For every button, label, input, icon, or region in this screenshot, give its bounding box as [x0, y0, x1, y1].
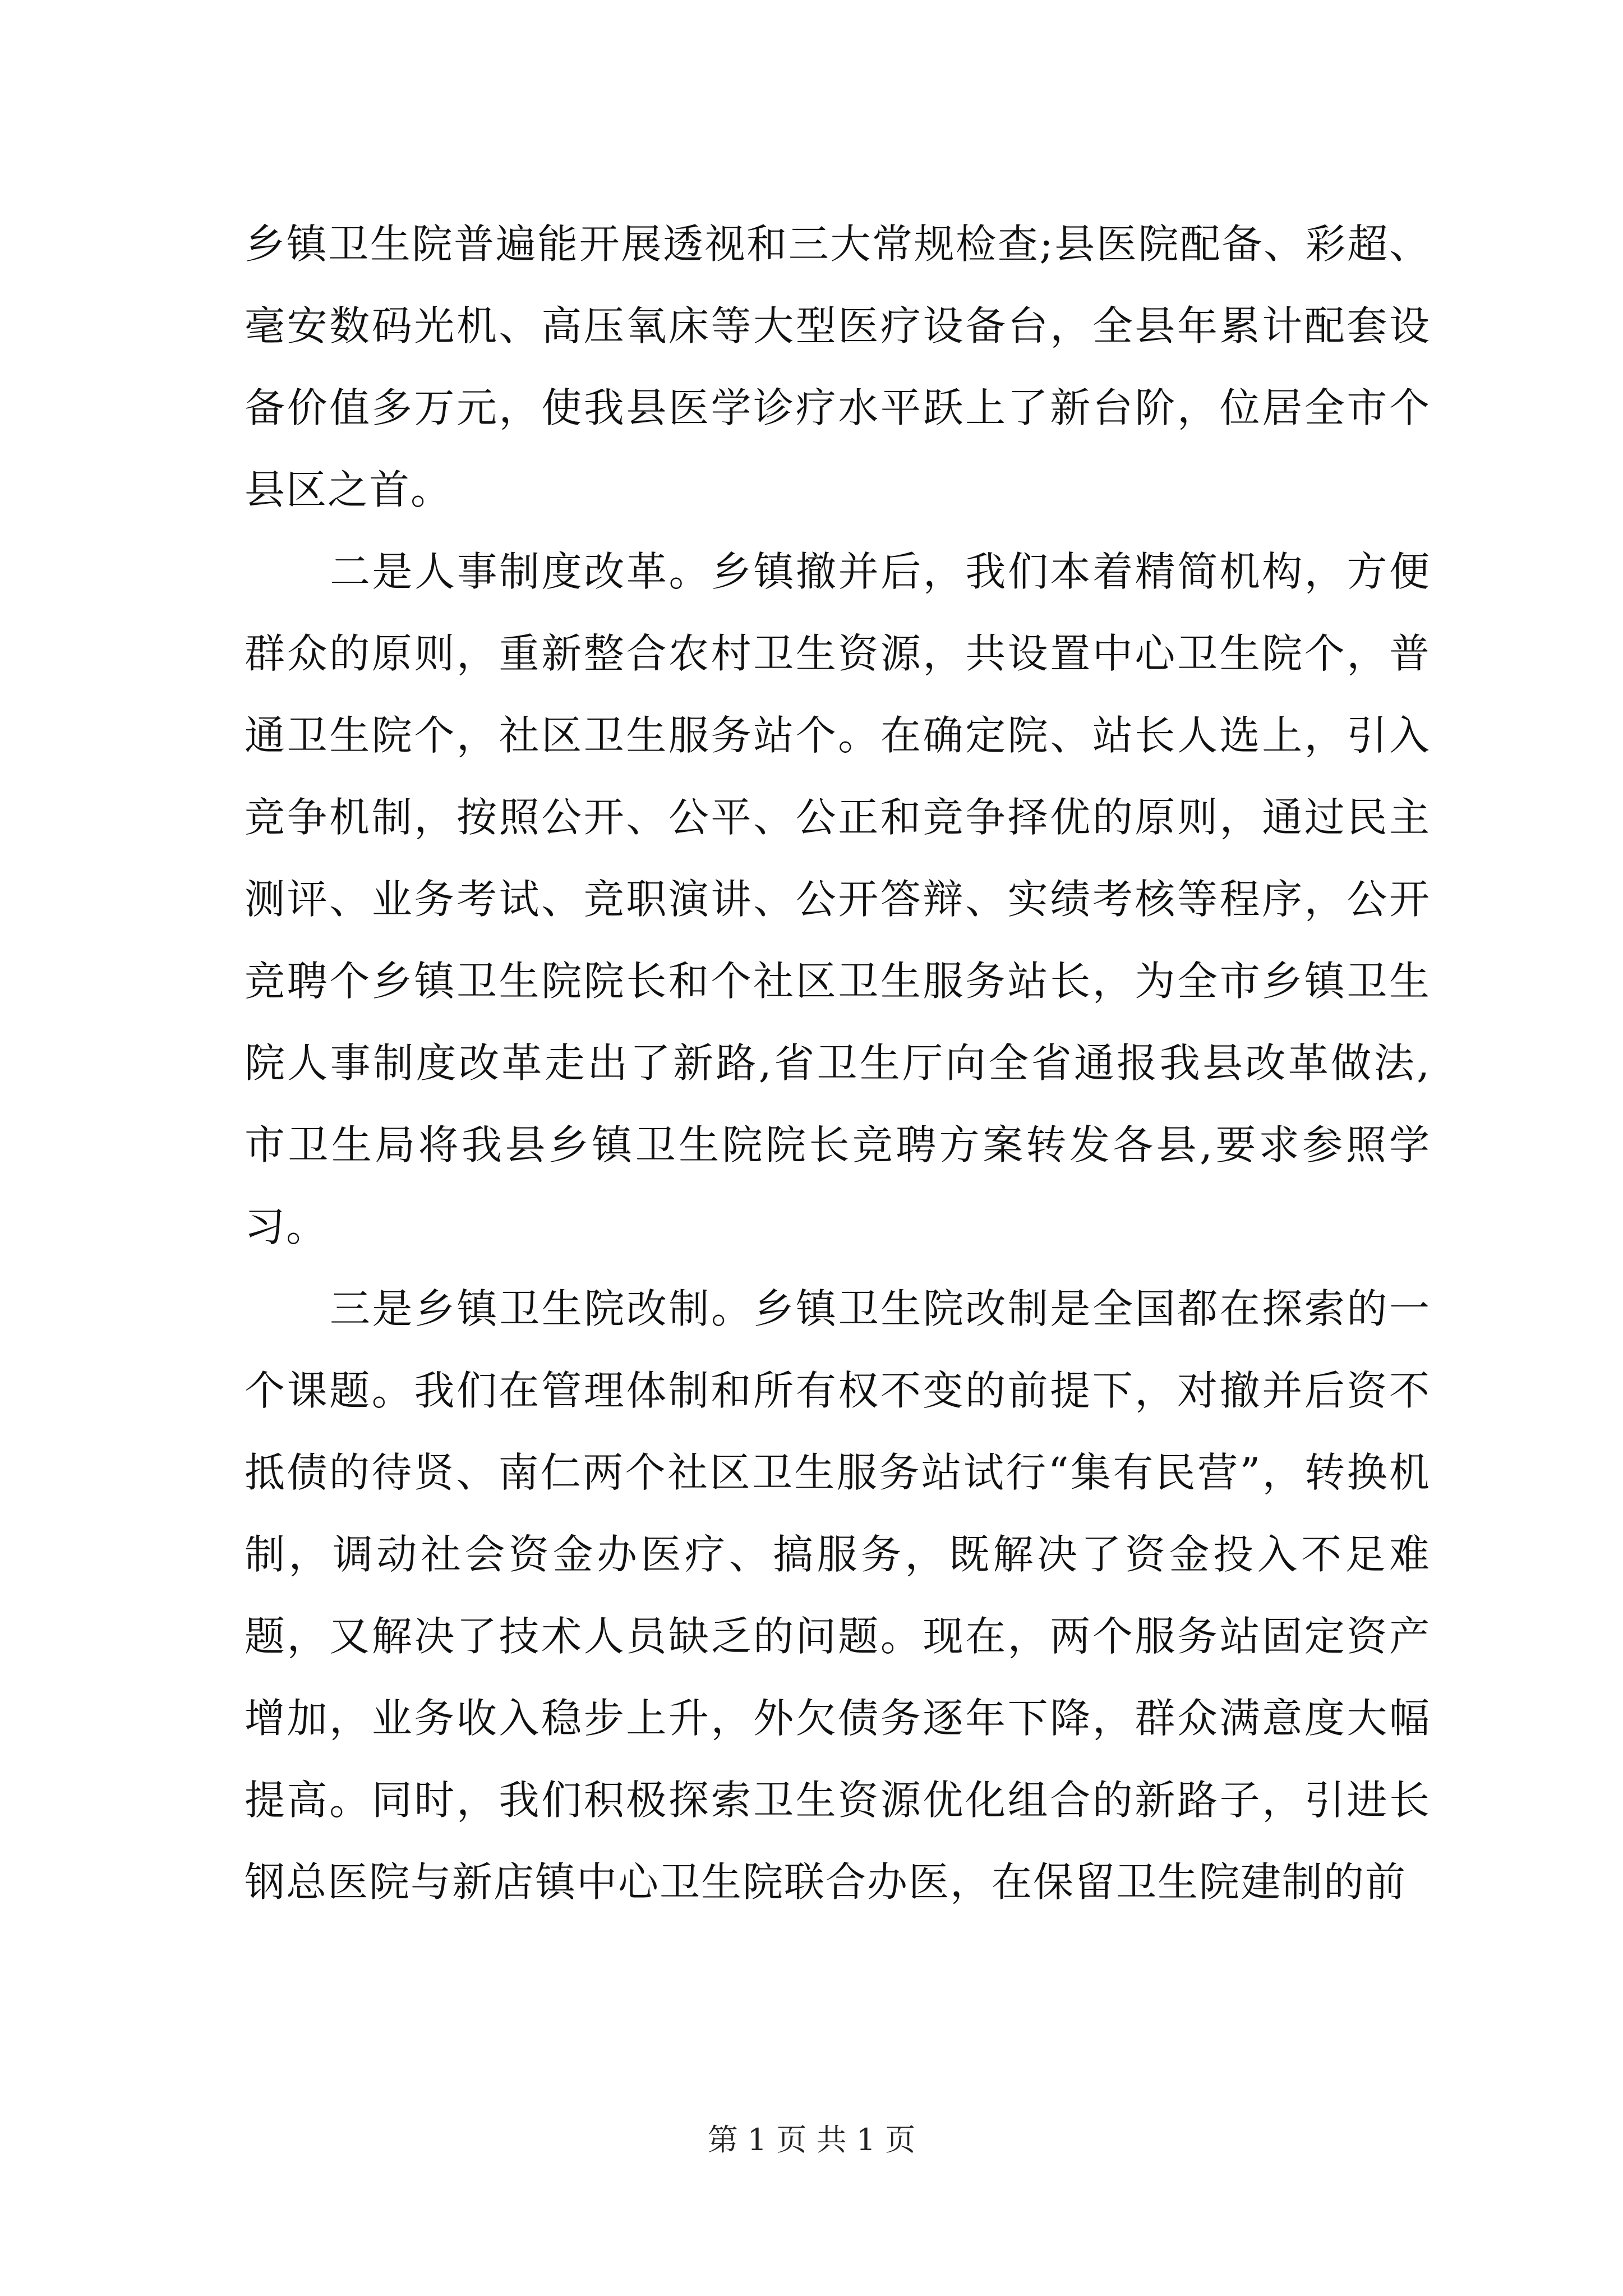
paragraph-1: 乡镇卫生院普遍能开展透视和三大常规检查;县医院配备、彩超、毫安数码光机、高压氧床等大型医疗设备台，全县年累计配套设备价值多万元，使我县医学诊疗水平跃上了新台阶，位居全市个县区之首。	[245, 220, 1431, 513]
paragraph-2: 二是人事制度改革。乡镇撤并后，我们本着精简机构，方便群众的原则，重新整合农村卫生资源，共设置中心卫生院个，普通卫生院个，社区卫生服务站个。在确定院、站长人选上，引入竞争机制，按照公开、公平、公正和竞争择优的原则，通过民主测评、业务考试、竞职演讲、公开答辩、实绩考核等程序，公开竞聘个乡镇卫生院院长和个社区卫生服务站长，为全市乡镇卫生院人事制度改革走出了新路,省卫生厅向全省通报我县改革做法,市卫生局将我县乡镇卫生院院长竞聘方案转发各县,要求参照学习。	[245, 548, 1431, 1250]
page-footer: 第 1 页 共 1 页	[707, 2122, 916, 2157]
document-body	[245, 203, 1431, 1923]
paragraph-3: 三是乡镇卫生院改制。乡镇卫生院改制是全国都在探索的一个课题。我们在管理体制和所有权不变的前提下，对撤并后资不抵债的待贤、南仁两个社区卫生服务站试行“集有民营”，转换机制，调动社会资金办医疗、搞服务，既解决了资金投入不足难题，又解决了技术人员缺乏的问题。现在，两个服务站固定资产增加，业务收入稳步上升，外欠债务逐年下降，群众满意度大幅提高。同时，我们积极探索卫生资源优化组合的新路子，引进长钢总医院与新店镇中心卫生院联合办医，在保留卫生院建制的前	[245, 1285, 1431, 1906]
